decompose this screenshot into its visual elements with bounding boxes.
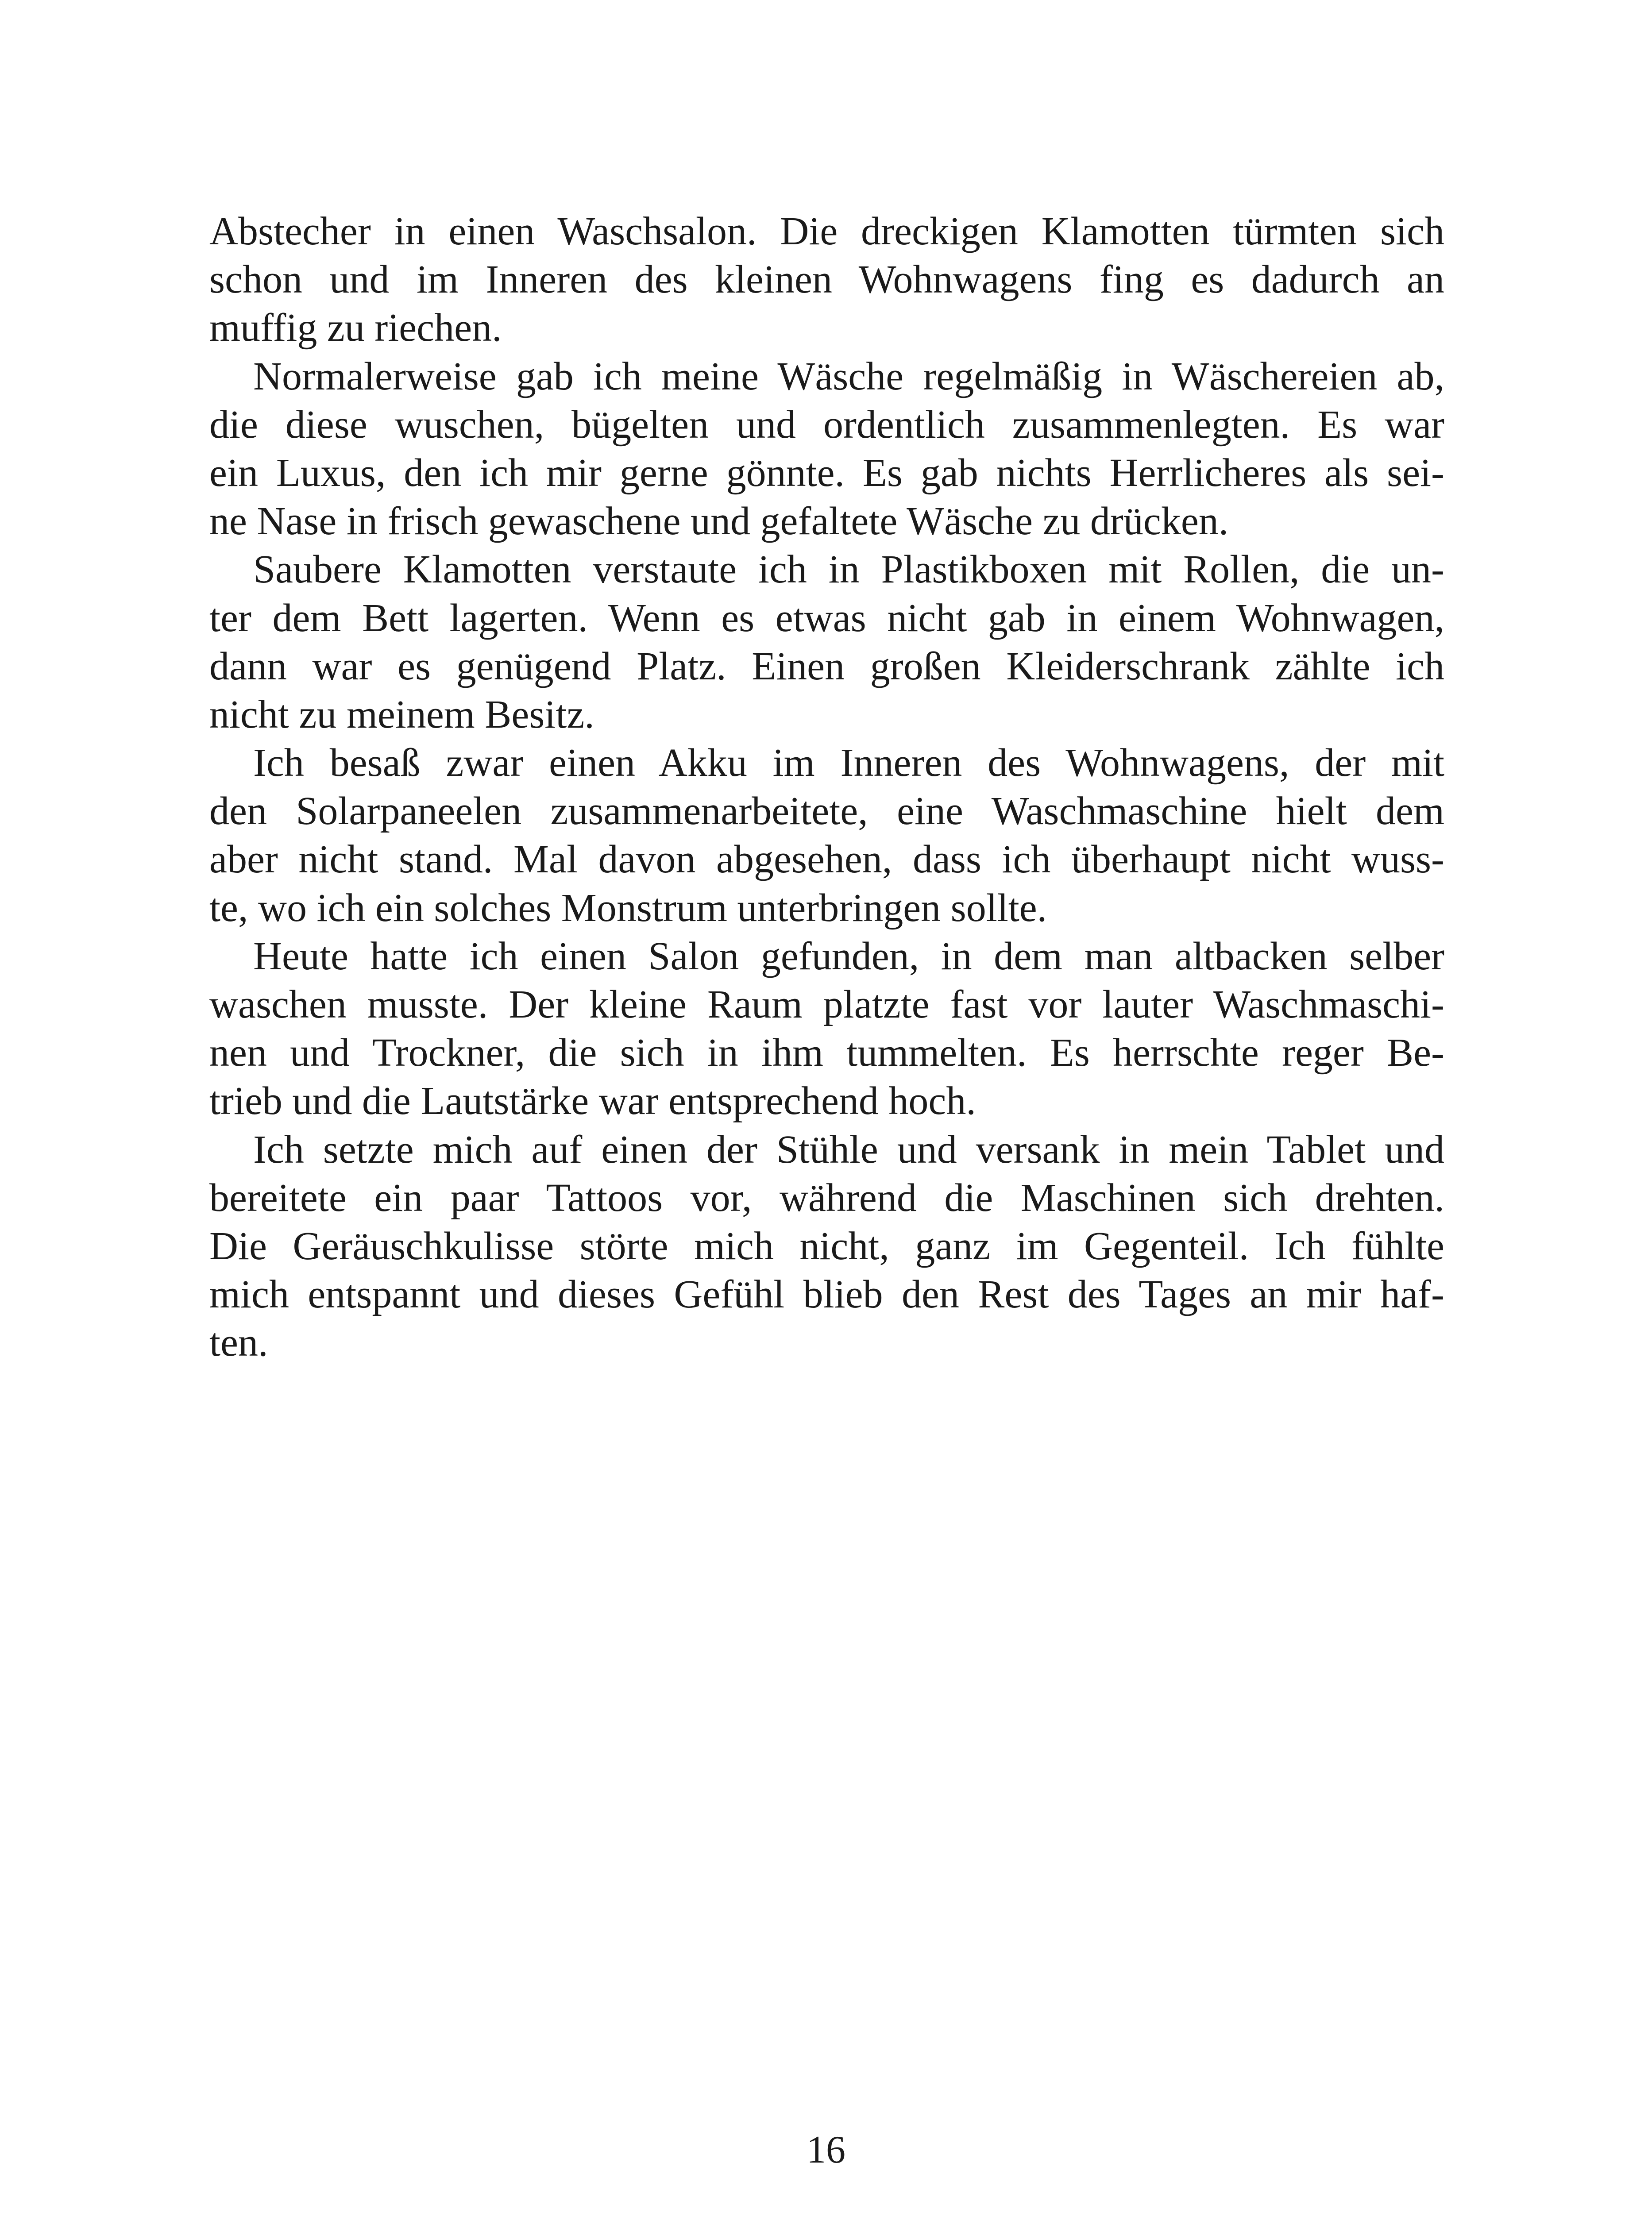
text-line: waschen musste. Der kleine Raum platzte fast vor lauter Waschmaschi- xyxy=(209,983,1444,1026)
paragraph xyxy=(209,932,1444,1126)
body-text xyxy=(209,207,1444,1367)
text-line: nen und Trockner, die sich in ihm tummelten. Es herrschte reger Be- xyxy=(209,1031,1444,1075)
text-line: nicht zu meinem Besitz. xyxy=(209,692,594,736)
paragraph xyxy=(209,545,1444,739)
page-number: 16 xyxy=(807,2128,845,2171)
text-line: Die Geräuschkulisse störte mich nicht, ganz im Gegenteil. Ich fühlte xyxy=(209,1224,1444,1268)
text-line: mich entspannt und dieses Gefühl blieb den Rest des Tages an mir haf- xyxy=(209,1272,1444,1317)
text-line: schon und im Inneren des kleinen Wohnwagens fing es dadurch an xyxy=(209,258,1444,302)
paragraph xyxy=(209,207,1444,352)
text-line: te, wo ich ein solches Monstrum unterbringen sollte. xyxy=(209,886,1047,930)
text-line: aber nicht stand. Mal davon abgesehen, dass ich überhaupt nicht wuss- xyxy=(209,837,1444,882)
text-line: Heute hatte ich einen Salon gefunden, in dem man altbacken selber xyxy=(253,934,1444,978)
text-line: ten. xyxy=(209,1321,268,1365)
text-line: ne Nase in frisch gewaschene und gefaltete Wäsche zu drücken. xyxy=(209,499,1229,544)
paragraph xyxy=(209,1126,1444,1367)
text-line: die diese wuschen, bügelten und ordentlich zusammenlegten. Es war xyxy=(209,402,1444,447)
text-line: trieb und die Lautstärke war entsprechend hoch. xyxy=(209,1079,976,1123)
text-line: Abstecher in einen Waschsalon. Die dreckigen Klamotten türmten sich xyxy=(209,209,1444,253)
text-line: Normalerweise gab ich meine Wäsche regelmäßig in Wäschereien ab, xyxy=(253,354,1444,398)
text-line: ter dem Bett lagerten. Wenn es etwas nicht gab in einem Wohnwagen, xyxy=(209,596,1444,640)
text-line: dann war es genügend Platz. Einen großen Kleiderschrank zählte ich xyxy=(209,644,1444,688)
text-line: ein Luxus, den ich mir gerne gönnte. Es gab nichts Herrlicheres als sei- xyxy=(209,451,1444,495)
text-line: muffig zu riechen. xyxy=(209,306,502,350)
text-line: Ich besaß zwar einen Akku im Inneren des Wohnwagens, der mit xyxy=(253,741,1444,785)
text-line: bereitete ein paar Tattoos vor, während die Maschinen sich drehten. xyxy=(209,1176,1444,1220)
paragraph xyxy=(209,739,1444,932)
text-line: Ich setzte mich auf einen der Stühle und versank in mein Tablet und xyxy=(253,1127,1444,1172)
text-line: den Solarpaneelen zusammenarbeitete, eine Waschmaschine hielt dem xyxy=(209,789,1444,833)
text-line: Saubere Klamotten verstaute ich in Plastikboxen mit Rollen, die un- xyxy=(253,547,1444,592)
paragraph xyxy=(209,352,1444,546)
